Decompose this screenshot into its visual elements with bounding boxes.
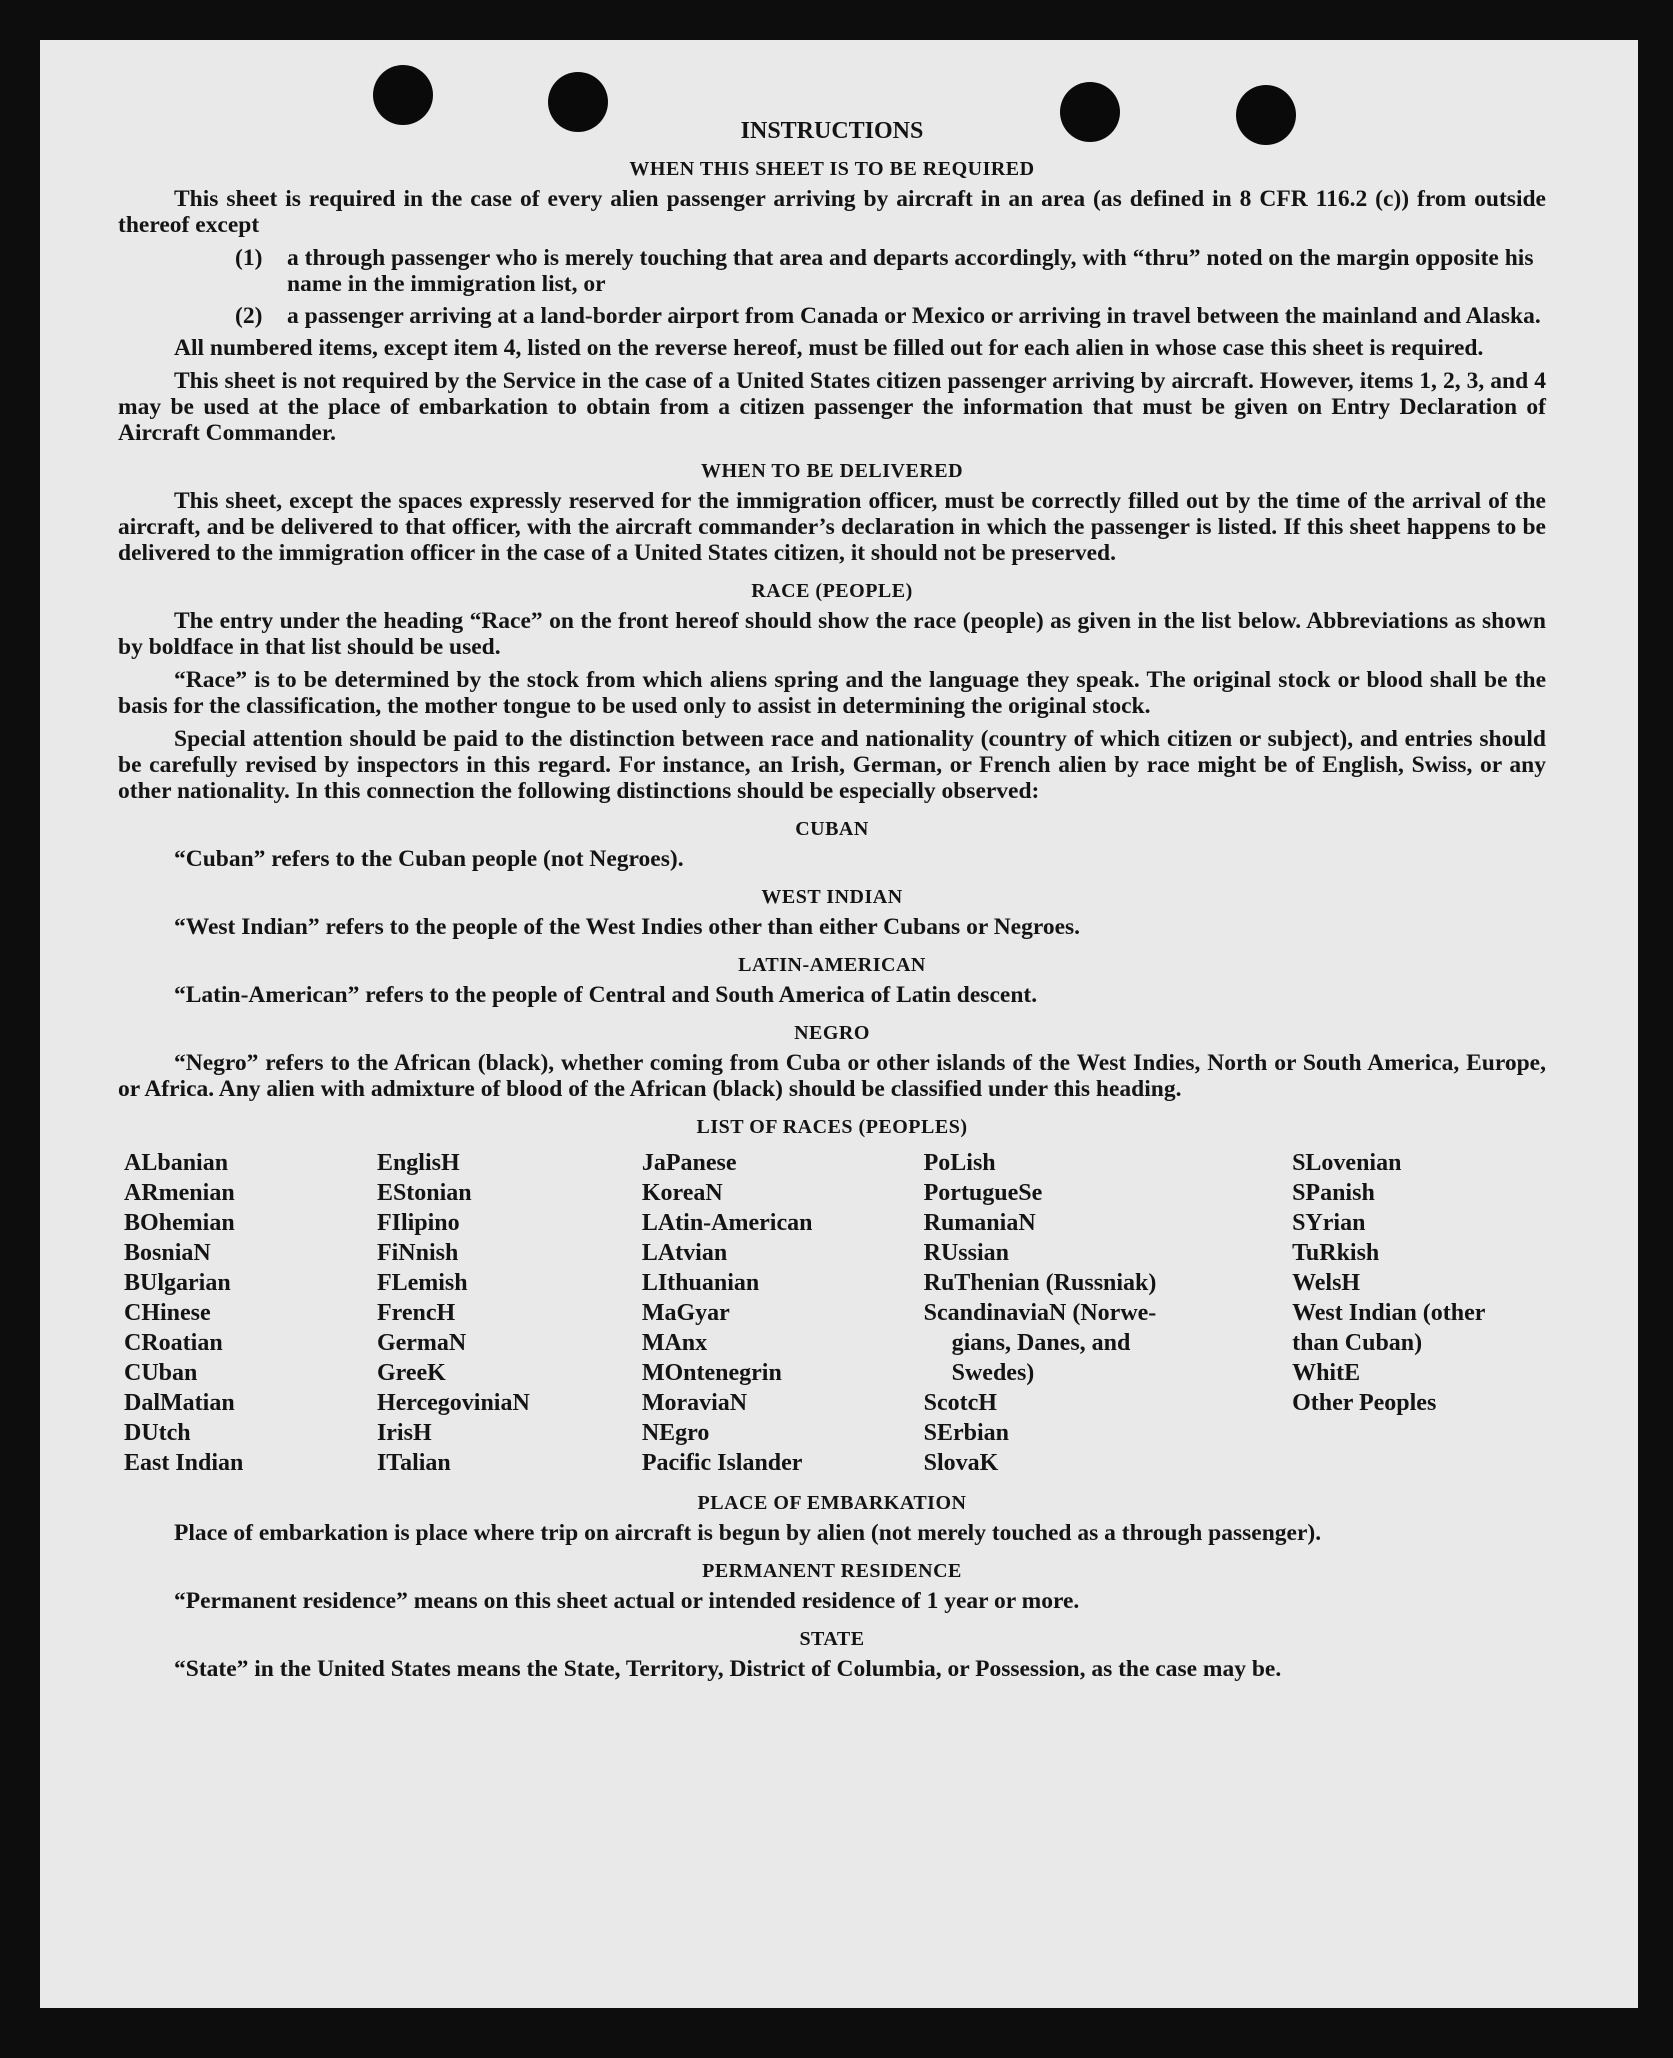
section-heading-when-delivered: WHEN TO BE DELIVERED — [700, 460, 964, 482]
race-entry: MaGyar — [641, 1300, 730, 1326]
race-entry: ScandinaviaN (Norwe- — [923, 1300, 1157, 1326]
race-entry: EnglisH — [376, 1150, 460, 1176]
race-entry: ScotcH — [923, 1390, 997, 1416]
race-entry: ITalian — [376, 1450, 451, 1476]
race-entry: RUssian — [923, 1240, 1009, 1266]
race-entry: CUban — [124, 1360, 198, 1386]
item-number: (2) — [235, 303, 263, 329]
section-heading-negro: NEGRO — [794, 1022, 870, 1044]
race-entry: SlovaK — [923, 1450, 999, 1476]
race-entry: MOntenegrin — [641, 1360, 782, 1386]
race-entry: Pacific Islander — [641, 1450, 803, 1476]
race-entry: Other Peoples — [1292, 1390, 1437, 1416]
paragraph: Place of embarkation is place where trip on aircraft is begun by alien (not merely touched as a through passenger). — [174, 1520, 1322, 1546]
race-entry: ALbanian — [124, 1150, 229, 1176]
paragraph: All numbered items, except item 4, listed on the reverse hereof, must be filled out for each alien in whose case this sheet is required. — [174, 335, 1484, 361]
race-entry: IrisH — [376, 1420, 432, 1446]
paragraph: “Negro” refers to the African (black), whether coming from Cuba or other islands of the West Indies, North or South America, Europe, or Africa. Any alien with admixture of blood of the African (black) should be classified under this heading. — [118, 1050, 1546, 1102]
race-entry: CRoatian — [124, 1330, 223, 1356]
races-column — [377, 1148, 642, 1478]
item-number: (1) — [235, 245, 263, 271]
section-heading-when-required: WHEN THIS SHEET IS TO BE REQUIRED — [629, 158, 1035, 180]
race-entry: SPanish — [1292, 1180, 1375, 1206]
section-heading-latin-american: LATIN-AMERICAN — [738, 954, 926, 976]
list-item — [118, 303, 1546, 329]
paragraph: “Cuban” refers to the Cuban people (not Negroes). — [174, 846, 684, 872]
section-heading-residence: PERMANENT RESIDENCE — [702, 1560, 962, 1582]
races-column — [1292, 1148, 1546, 1478]
races-column — [924, 1148, 1292, 1478]
paragraph: “West Indian” refers to the people of the West Indies other than either Cubans or Negroes. — [174, 914, 1081, 940]
race-entry: LAtin-American — [641, 1210, 813, 1236]
race-entry: BosniaN — [124, 1240, 211, 1266]
race-entry: FIlipino — [376, 1210, 460, 1236]
race-entry: MAnx — [641, 1330, 708, 1356]
race-entry: DalMatian — [124, 1390, 235, 1416]
race-entry: NEgro — [641, 1420, 710, 1446]
race-entry: DUtch — [124, 1420, 191, 1446]
section-heading-state: STATE — [799, 1628, 865, 1650]
race-entry: JaPanese — [641, 1150, 737, 1176]
paragraph: The entry under the heading “Race” on the front hereof should show the race (people) as given in the list below. Abbreviations as shown by boldface in that list should be used. — [118, 608, 1546, 660]
section-heading-embarkation: PLACE OF EMBARKATION — [697, 1492, 967, 1514]
item-text: a passenger arriving at a land-border airport from Canada or Mexico or arriving in travel between the mainland and Alaska. — [287, 303, 1541, 329]
paragraph: This sheet is not required by the Service in the case of a United States citizen passenger arriving by aircraft. However, items 1, 2, 3, and 4 may be used at the place of embarkation to obtain from a citizen passenger the information that must be given on Entry Declaration of Aircraft Commander. — [118, 368, 1546, 446]
race-entry: SLovenian — [1292, 1150, 1402, 1176]
item-text: a through passenger who is merely touching that area and departs accordingly, with “thru” noted on the margin opposite his name in the immigration list, or — [287, 245, 1534, 297]
race-entry: LIthuanian — [641, 1270, 760, 1296]
races-table — [118, 1148, 1546, 1478]
paragraph: Special attention should be paid to the distinction between race and nationality (country of which citizen or subject), and entries should be carefully revised by inspectors in this regard. For instance, an Irish, German, or French alien by race might be of English, Swiss, or any other nationality. In this connection the following distinctions should be especially observed: — [118, 726, 1546, 804]
race-entry: TuRkish — [1292, 1240, 1380, 1266]
list-item — [118, 245, 1546, 297]
paragraph: “Permanent residence” means on this sheet actual or intended residence of 1 year or more. — [174, 1588, 1080, 1614]
race-entry: CHinese — [124, 1300, 211, 1326]
race-entry: FiNnish — [376, 1240, 459, 1266]
race-entry: GreeK — [376, 1360, 446, 1386]
race-entry: SErbian — [923, 1420, 1009, 1446]
race-entry: GermaN — [376, 1330, 467, 1356]
paragraph: “State” in the United States means the State, Territory, District of Columbia, or Possession, as the case may be. — [174, 1656, 1282, 1682]
race-entry: than Cuban) — [1292, 1330, 1423, 1356]
section-heading-west-indian: WEST INDIAN — [761, 886, 903, 908]
paragraph: “Latin-American” refers to the people of Central and South America of Latin descent. — [174, 982, 1038, 1008]
race-entry: PortugueSe — [923, 1180, 1043, 1206]
section-heading-race: RACE (PEOPLE) — [751, 580, 913, 602]
paragraph: This sheet, except the spaces expressly reserved for the immigration officer, must be correctly filled out by the time of the arrival of the aircraft, and be delivered to that officer, with the aircraft commander’s declaration in which the passenger is listed. If this sheet happens to be delivered to the immigration officer in the case of a United States citizen, it should not be preserved. — [118, 488, 1546, 566]
section-heading-cuban: CUBAN — [795, 818, 869, 840]
race-entry: EStonian — [376, 1180, 472, 1206]
paragraph: This sheet is required in the case of every alien passenger arriving by aircraft in an area (as defined in 8 CFR 116.2 (c)) from outside thereof except — [118, 186, 1546, 238]
race-entry: PoLish — [923, 1150, 996, 1176]
race-entry: WhitE — [1292, 1360, 1361, 1386]
race-entry: RuThenian (Russniak) — [923, 1270, 1157, 1296]
race-entry: ARmenian — [124, 1180, 235, 1206]
race-entry: Swedes) — [951, 1360, 1035, 1386]
race-entry: SYrian — [1292, 1210, 1366, 1236]
race-entry: FrencH — [376, 1300, 456, 1326]
paragraph: “Race” is to be determined by the stock from which aliens spring and the language they speak. The original stock or blood shall be the basis for the classification, the mother tongue to be used only to assist in determining the original stock. — [118, 667, 1546, 719]
race-entry: FLemish — [376, 1270, 468, 1296]
races-column — [642, 1148, 924, 1478]
race-entry: RumaniaN — [923, 1210, 1036, 1236]
races-column — [118, 1148, 377, 1478]
instructions-body — [118, 112, 1546, 1689]
race-entry: East Indian — [124, 1450, 244, 1476]
page-title: INSTRUCTIONS — [740, 118, 924, 144]
race-entry: MoraviaN — [641, 1390, 748, 1416]
race-entry: LAtvian — [641, 1240, 728, 1266]
race-entry: HercegoviniaN — [376, 1390, 530, 1416]
race-entry: BOhemian — [124, 1210, 235, 1236]
race-entry: gians, Danes, and — [951, 1330, 1131, 1356]
race-entry: WelsH — [1292, 1270, 1361, 1296]
section-heading-list-of-races: LIST OF RACES (PEOPLES) — [696, 1116, 968, 1138]
race-entry: West Indian (other — [1292, 1300, 1486, 1326]
race-entry: KoreaN — [641, 1180, 723, 1206]
race-entry: BUlgarian — [124, 1270, 231, 1296]
